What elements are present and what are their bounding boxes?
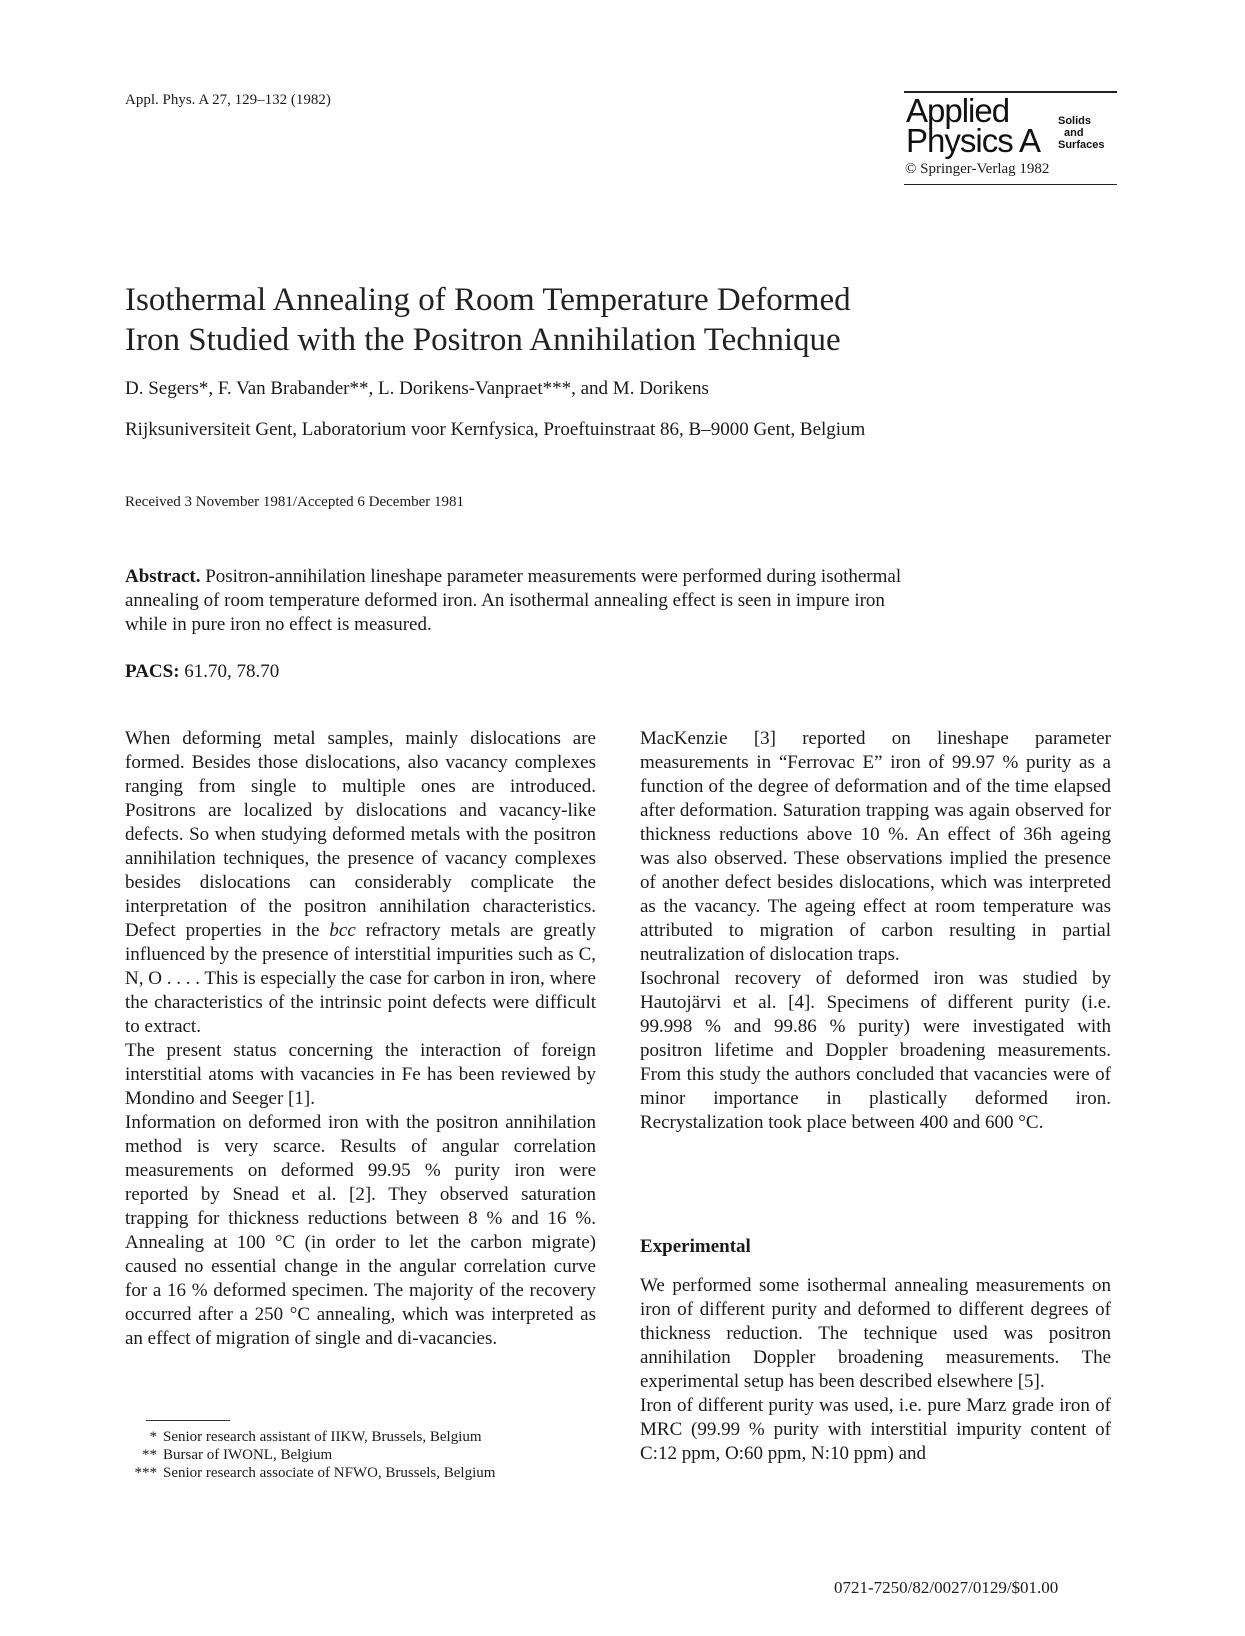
paragraph: The present status concerning the interaction of foreign interstitial atoms with vacancies in Fe has been reviewed by Mondino and Seeger [1].: [125, 1040, 596, 1109]
logo-bottom-rule: [904, 184, 1117, 186]
abstract: [125, 565, 917, 637]
copyright-notice: © Springer-Verlag 1982: [905, 160, 1050, 177]
experimental-section-body: [640, 1274, 1111, 1466]
journal-citation: Appl. Phys. A 27, 129–132 (1982): [125, 92, 331, 108]
pacs-text: 61.70, 78.70: [184, 661, 280, 682]
paper-title: Isothermal Annealing of Room Temperature Deformed Iron Studied with the Positron Annihilation Technique: [125, 282, 851, 358]
paragraph: Isochronal recovery of deformed iron was studied by Hautojärvi et al. [4]. Specimens of different purity (i.e. 99.998 % and 99.86 % purity) were investigated with positron lifetime and Doppler broadening measurements. From this study the authors concluded that vacancies were of minor importance in plastically deformed iron. Recrystalization took place between 400 and 600 °C.: [640, 968, 1111, 1133]
logo-applied: Applied: [906, 91, 1010, 129]
paragraph: Information on deformed iron with the positron annihilation method is very scarce. Results of angular correlation measurements on deformed 99.95 % purity iron were reported by Snead et al. [2]. They observed saturation trapping for thickness reductions between 8 % and 16 %. Annealing at 100 °C (in order to let the carbon migrate) caused no essential change in the angular correlation curve for a 16 % deformed specimen. The majority of the recovery occurred after a 250 °C annealing, which was interpreted as an effect of migration of single and di-vacancies.: [125, 1112, 596, 1349]
received-dates: Received 3 November 1981/Accepted 6 December 1981: [125, 494, 465, 510]
paragraph: MacKenzie [3] reported on lineshape parameter measurements in “Ferrovac E” iron of 99.97 % purity as a function of the degree of deformation and of the time elapsed after deformation. Saturation trapping was again observed for thickness reductions above 10 %. An effect of 36h ageing was also observed. These observations implied the presence of another defect besides dislocations, which was interpreted as the vacancy. The ageing effect at room temperature was attributed to migration of carbon resulting in partial neutralization of dislocation traps.: [640, 728, 1111, 965]
footnote-rule: [146, 1420, 230, 1421]
paragraph: We performed some isothermal annealing measurements on iron of different purity and deformed to different degrees of thickness reduction. The technique used was positron annihilation Doppler broadening measurements. The experimental setup has been described elsewhere [5].: [640, 1275, 1111, 1392]
footnotes: [125, 1428, 495, 1482]
logo-physics-a: Physics A: [906, 121, 1041, 159]
affiliation: Rijksuniversiteit Gent, Laboratorium voor Kernfysica, Proeftuinstraat 86, B–9000 Gent, Belgium: [125, 419, 866, 440]
body-left-column: [125, 727, 596, 1351]
pacs-codes: [125, 661, 279, 683]
author-list: D. Segers*, F. Van Brabander**, L. Dorikens-Vanpraet***, and M. Dorikens: [125, 378, 709, 399]
article-serial-number: 0721-7250/82/0027/0129/$01.00: [834, 1578, 1059, 1597]
journal-logo: [904, 91, 1117, 185]
footnote: ** Bursar of IWONL, Belgium: [142, 1447, 333, 1463]
footnote: * Senior research assistant of IIKW, Brussels, Belgium: [149, 1429, 482, 1445]
abstract-label: Abstract.: [125, 566, 201, 587]
paragraph: Iron of different purity was used, i.e. pure Marz grade iron of MRC (99.99 % purity with interstitial impurity content of C:12 ppm, O:60 ppm, N:10 ppm) and: [640, 1395, 1111, 1464]
footnote: *** Senior research associate of NFWO, Brussels, Belgium: [134, 1465, 496, 1481]
logo-subtitle: Solids and Surfaces: [1058, 114, 1105, 151]
section-heading-experimental: Experimental: [640, 1236, 751, 1257]
paragraph: When deforming metal samples, mainly dislocations are formed. Besides those dislocations, also vacancy complexes ranging from single to multiple ones are introduced. Positrons are localized by dislocations and vacancy-like defects. So when studying deformed metals with the positron annihilation techniques, the presence of vacancy complexes besides dislocations can considerably complicate the interpretation of the positron annihilation characteristics. Defect properties in the bcc refractory metals are greatly influenced by the presence of interstitial impurities such as C, N, O . . . . This is especially the case for carbon in iron, where the characteristics of the intrinsic point defects were difficult to extract.: [125, 728, 596, 1037]
pacs-label: PACS:: [125, 661, 180, 682]
abstract-text: Positron-annihilation lineshape parameter measurements were performed during isothermal annealing of room temperature deformed iron. An isothermal annealing effect is seen in impure iron while in pure iron no effect is measured.: [125, 566, 902, 635]
body-right-column: [640, 727, 1111, 1135]
